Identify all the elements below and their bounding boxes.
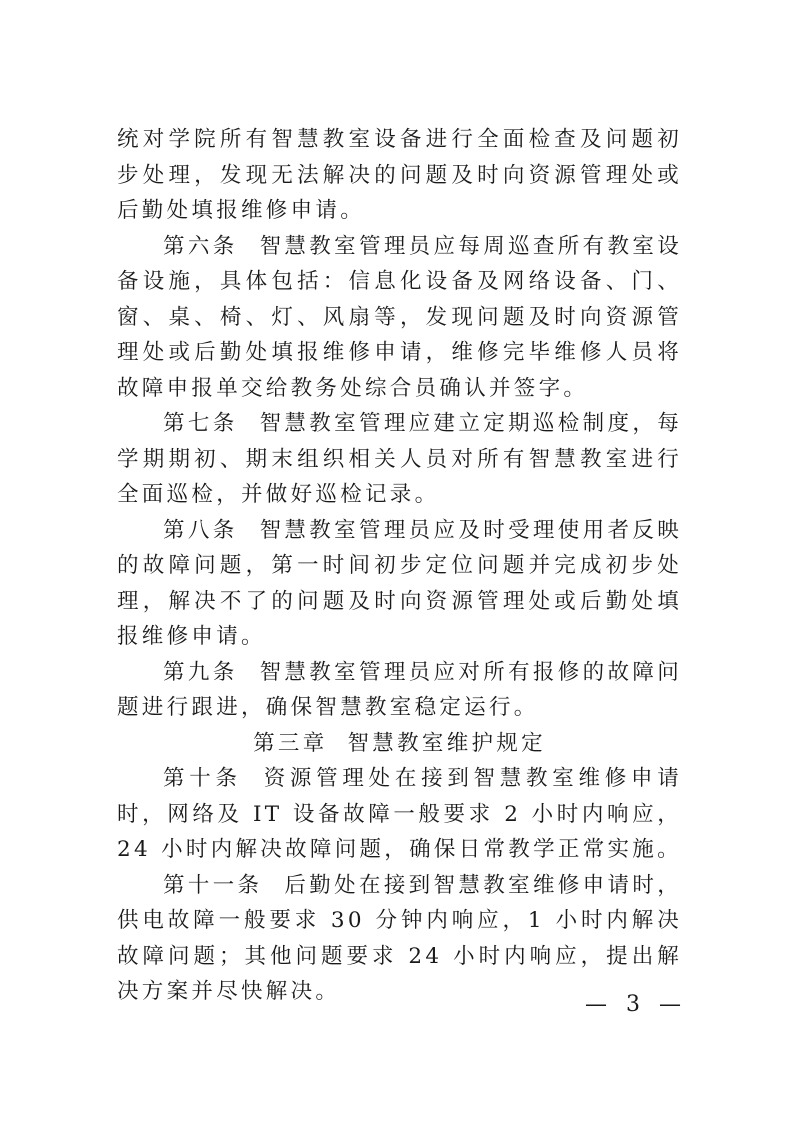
article-6: [117, 229, 682, 407]
article-6-number: 第六条: [163, 233, 238, 259]
article-11: [117, 868, 682, 1010]
article-11-number: 第十一条: [163, 872, 263, 898]
article-10-number: 第十条: [163, 766, 242, 791]
article-7: [117, 406, 682, 513]
document-body: [117, 122, 682, 1010]
article-8: [117, 513, 682, 655]
article-6-text: 智慧教室管理员应每周巡查所有教室设备设施，具体包括：信息化设备及网络设备、门、窗、桌、椅、灯、风扇等，发现问题及时向资源管理处或后勤处填报维修申请，维修完毕维修人员将故障申报单交给教务处综合员确认并签字。: [117, 233, 682, 401]
page-number: — 3 —: [585, 992, 687, 1017]
article-8-text: 智慧教室管理员应及时受理使用者反映的故障问题，第一时间初步定位问题并完成初步处理，解决不了的问题及时向资源管理处或后勤处填报维修申请。: [117, 517, 682, 649]
article-10: [117, 761, 682, 868]
article-9-number: 第九条: [163, 659, 238, 685]
chapter-heading: [117, 726, 682, 762]
article-7-number: 第七条: [163, 411, 238, 436]
article-7-text: 智慧教室管理应建立定期巡检制度，每学期期初、期末组织相关人员对所有智慧教室进行全面巡检，并做好巡检记录。: [117, 411, 682, 507]
article-10-text: 资源管理处在接到智慧教室维修申请时，网络及 IT 设备故障一般要求 2 小时内响应，24 小时内解决故障问题，确保日常教学正常实施。: [117, 766, 682, 862]
chapter-title: 智慧教室维护规定: [347, 730, 546, 756]
continuation-paragraph: 统对学院所有智慧教室设备进行全面检查及问题初步处理，发现无法解决的问题及时向资源管理处或后勤处填报维修申请。: [117, 127, 682, 223]
article-11-text: 后勤处在接到智慧教室维修申请时，供电故障一般要求 30 分钟内响应，1 小时内解决故障问题；其他问题要求 24 小时内响应，提出解决方案并尽快解决。: [117, 872, 683, 1004]
article-8-number: 第八条: [163, 517, 238, 543]
article-9-text: 智慧教室管理员应对所有报修的故障问题进行跟进，确保智慧教室稳定运行。: [117, 659, 682, 720]
chapter-number: 第三章: [253, 730, 328, 756]
article-9: [117, 655, 682, 726]
